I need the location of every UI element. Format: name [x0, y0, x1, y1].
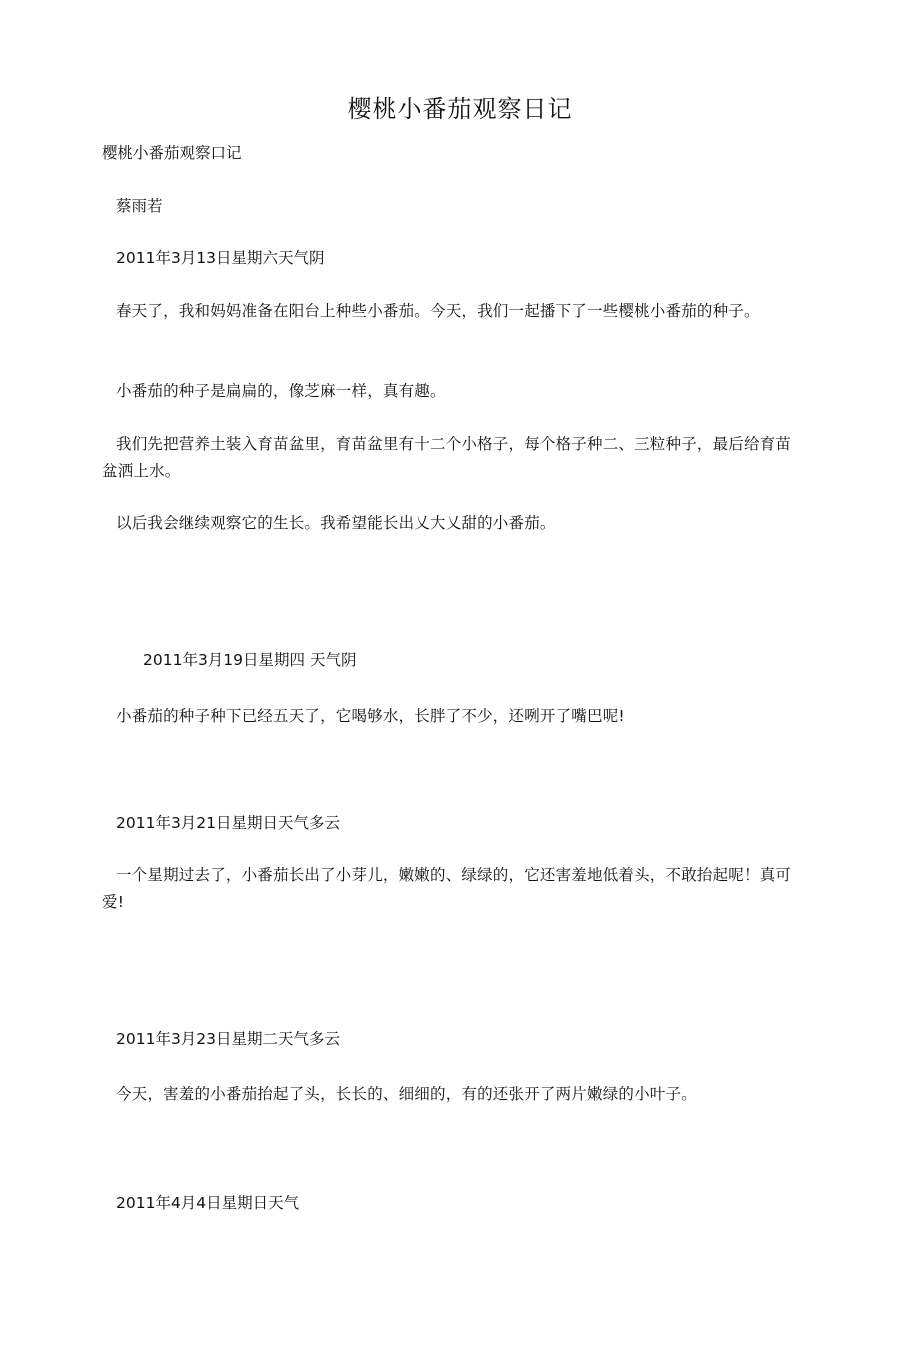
entry-date: 2011年3月23日星期二天气多云: [116, 1030, 341, 1048]
entry-date: 2011年3月21日星期日天气多云: [116, 814, 341, 832]
entry-date: 2011年4月4日星期日天气: [116, 1194, 300, 1212]
entry-paragraph: 我们先把营养土装入育苗盆里，育苗盆里有十二个小格子，每个格子种二、三粒种子，最后给育苗盆洒上水。: [102, 435, 792, 480]
entry-paragraph: 一个星期过去了，小番茄长出了小芽儿，嫩嫩的、绿绿的，它还害羞地低着头，不敢抬起呢！真可爱!: [102, 866, 792, 911]
entry-date: 2011年3月19日星期四 天气阴: [143, 651, 357, 669]
entry-paragraph: 春天了，我和妈妈准备在阳台上种些小番茄。今天，我们一起播下了一些樱桃小番茄的种子。: [116, 302, 760, 320]
document-subtitle: 樱桃小番茄观察口记: [102, 144, 242, 162]
entry-paragraph: 小番茄的种子是扁扁的，像芝麻一样，真有趣。: [116, 382, 446, 400]
document-title: 樱桃小番茄观察日记: [347, 95, 573, 123]
entry-paragraph: 今天，害羞的小番茄抬起了头，长长的、细细的，有的还张开了两片嫩绿的小叶子。: [116, 1085, 697, 1103]
author-name: 蔡雨若: [116, 197, 163, 215]
entry-paragraph: 小番茄的种子种下已经五天了，它喝够水，长胖了不少，还咧开了嘴巴呢!: [116, 707, 625, 725]
entry-paragraph: 以后我会继续观察它的生长。我希望能长出乂大乂甜的小番茄。: [116, 514, 556, 532]
entry-date: 2011年3月13日星期六天气阴: [116, 249, 325, 267]
